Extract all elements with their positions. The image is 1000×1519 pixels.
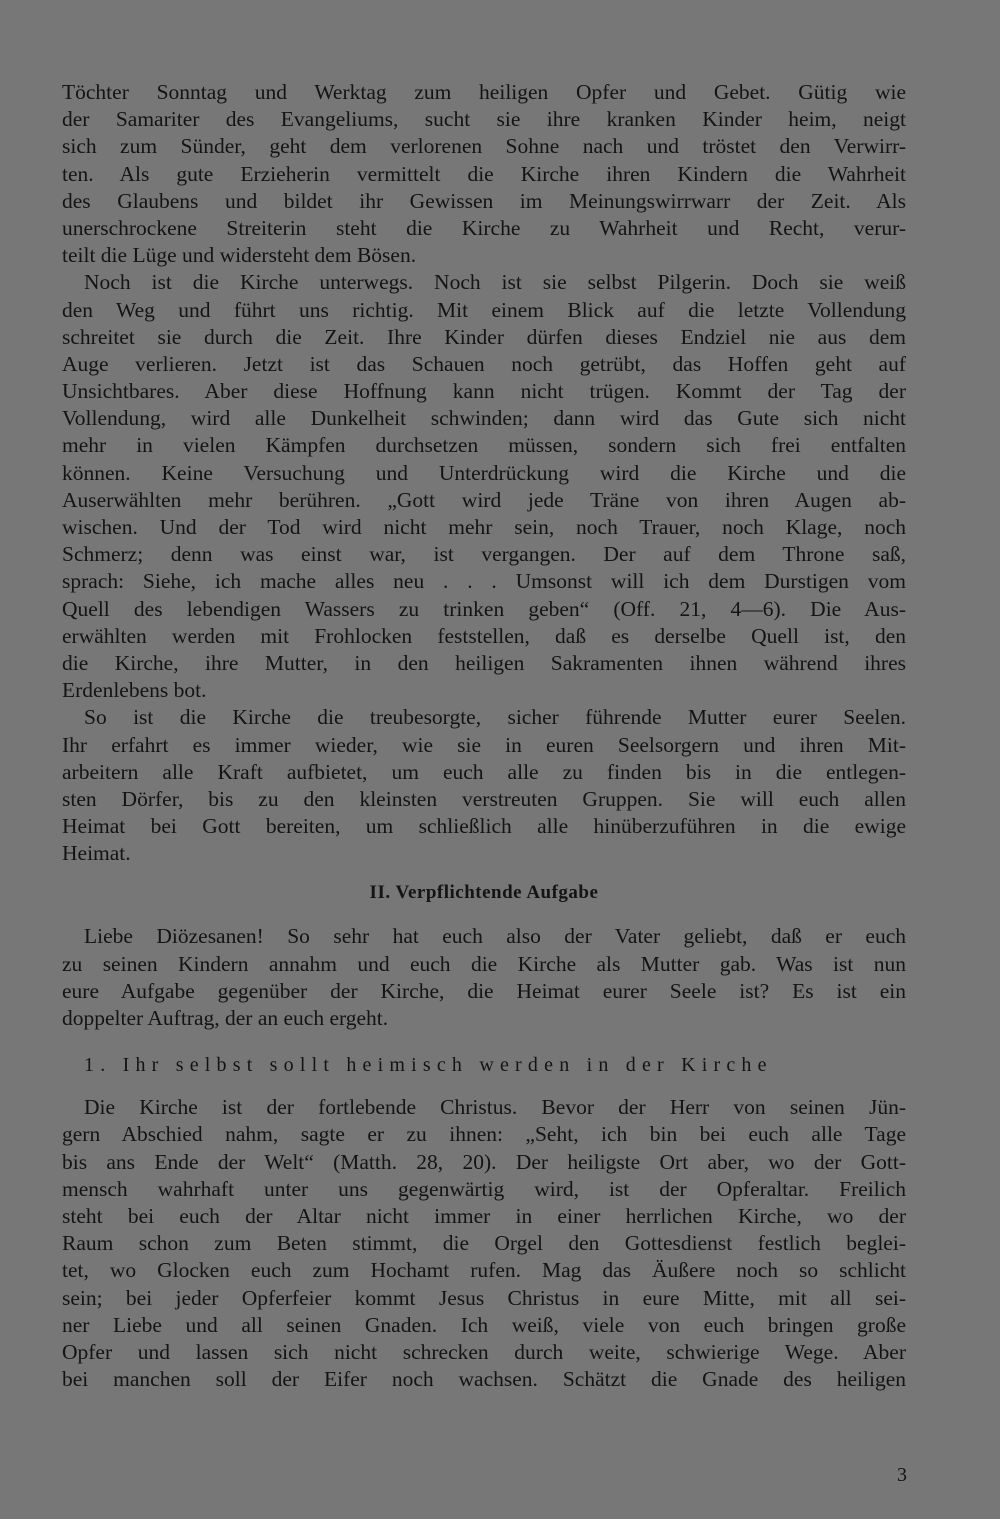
text-line: Ihr erfahrt es immer wieder, wie sie in euren Seelsorgern und ihren Mit- <box>62 732 906 757</box>
text-line: bis ans Ende der Welt“ (Matth. 28, 20). Der heiligste Ort aber, wo der Gott- <box>62 1149 906 1174</box>
text-line: arbeitern alle Kraft aufbietet, um euch alle zu finden bis in die entlegen- <box>62 759 906 784</box>
text-line: Erdenlebens bot. <box>62 678 207 703</box>
paragraph-5 <box>62 1094 906 1393</box>
text-line: Auge verlieren. Jetzt ist das Schauen noch getrübt, das Hoffen geht auf <box>62 351 906 376</box>
text-line: So ist die Kirche die treubesorgte, sicher führende Mutter eurer Seelen. <box>84 705 906 730</box>
text-line: des Glaubens und bildet ihr Gewissen im Meinungswirrwarr der Zeit. Als <box>62 188 906 213</box>
text-line: tet, wo Glocken euch zum Hochamt rufen. Mag das Äußere noch so schlicht <box>62 1258 906 1283</box>
text-line: Opfer und lassen sich nicht schrecken durch weite, schwierige Wege. Aber <box>62 1339 906 1364</box>
text-line: Liebe Diözesanen! So sehr hat euch also der Vater geliebt, daß er euch <box>84 924 906 949</box>
text-line: mehr in vielen Kämpfen durchsetzen müssen, sondern sich frei entfalten <box>62 433 906 458</box>
text-line: Noch ist die Kirche unterwegs. Noch ist sie selbst Pilgerin. Doch sie weiß <box>84 270 906 295</box>
text-line: Raum schon zum Beten stimmt, die Orgel den Gottesdienst festlich beglei- <box>62 1231 906 1256</box>
text-line: ner Liebe und all seinen Gnaden. Ich weiß, viele von euch bringen große <box>62 1312 906 1337</box>
body-text <box>62 79 906 1393</box>
text-line: Töchter Sonntag und Werktag zum heiligen Opfer und Gebet. Gütig wie <box>62 80 906 104</box>
text-line: sten Dörfer, bis zu den kleinsten verstreuten Gruppen. Sie will euch allen <box>62 786 906 811</box>
text-line: können. Keine Versuchung und Unterdrückung wird die Kirche und die <box>62 460 906 485</box>
text-line: den Weg und führt uns richtig. Mit einem Blick auf die letzte Vollendung <box>62 297 906 322</box>
text-line: unerschrockene Streiterin steht die Kirche zu Wahrheit und Recht, verur- <box>62 215 906 240</box>
text-line: wischen. Und der Tod wird nicht mehr sein, noch Trauer, noch Klage, noch <box>62 515 906 539</box>
section-heading: II. Verpflichtende Aufgabe <box>369 882 599 904</box>
text-line: Vollendung, wird alle Dunkelheit schwinden; dann wird das Gute sich nicht <box>62 406 906 431</box>
text-line: zu seinen Kindern annahm und euch die Kirche als Mutter gab. Was ist nun <box>62 951 906 976</box>
text-line: mensch wahrhaft unter uns gegenwärtig wird, ist der Opferaltar. Freilich <box>62 1176 906 1201</box>
text-line: sprach: Siehe, ich mache alles neu . . . Umsonst will ich dem Durstigen vom <box>62 569 906 594</box>
text-line: sein; bei jeder Opferfeier kommt Jesus Christus in eure Mitte, mit all sei- <box>62 1285 906 1310</box>
text-line: der Samariter des Evangeliums, sucht sie ihre kranken Kinder heim, neigt <box>62 107 906 132</box>
paragraph-1 <box>62 79 906 269</box>
text-line: sich zum Sünder, geht dem verlorenen Sohne nach und tröstet den Verwirr- <box>62 134 906 159</box>
text-line: Heimat. <box>62 841 131 866</box>
text-line: Die Kirche ist der fortlebende Christus. Bevor der Herr von seinen Jün- <box>84 1095 906 1120</box>
paragraph-2 <box>62 269 906 704</box>
text-line: erwählten werden mit Frohlocken feststellen, daß es derselbe Quell ist, den <box>62 623 906 648</box>
text-line: schreitet sie durch die Zeit. Ihre Kinder dürfen dieses Endziel nie aus dem <box>62 324 906 349</box>
text-line: Auserwählten mehr berühren. „Gott wird jede Träne von ihren Augen ab- <box>62 487 906 512</box>
page-number: 3 <box>897 1464 907 1486</box>
text-line: gern Abschied nahm, sagte er zu ihnen: „Seht, ich bin bei euch alle Tage <box>62 1122 906 1147</box>
text-line: bei manchen soll der Eifer noch wachsen. Schätzt die Gnade des heiligen <box>62 1367 906 1392</box>
paragraph-3 <box>62 704 906 867</box>
text-line: Quell des lebendigen Wassers zu trinken geben“ (Off. 21, 4—6). Die Aus- <box>62 596 906 621</box>
text-line: Heimat bei Gott bereiten, um schließlich alle hinüberzuführen in die ewige <box>62 814 906 839</box>
text-line: eure Aufgabe gegenüber der Kirche, die Heimat eurer Seele ist? Es ist ein <box>62 978 906 1003</box>
subsection-heading: 1. Ihr selbst sollt heimisch werden in der Kirche <box>84 1054 773 1077</box>
text-line: ten. Als gute Erzieherin vermittelt die Kirche ihren Kindern die Wahrheit <box>62 161 906 186</box>
text-line: die Kirche, ihre Mutter, in den heiligen Sakramenten ihnen während ihres <box>62 650 906 675</box>
text-line: Unsichtbares. Aber diese Hoffnung kann nicht trügen. Kommt der Tag der <box>62 379 906 404</box>
text-line: doppelter Auftrag, der an euch ergeht. <box>62 1006 389 1030</box>
text-line: teilt die Lüge und widersteht dem Bösen. <box>62 243 417 268</box>
text-line: Schmerz; denn was einst war, ist vergangen. Der auf dem Throne saß, <box>62 542 906 567</box>
paragraph-4 <box>62 923 906 1032</box>
text-line: steht bei euch der Altar nicht immer in einer herrlichen Kirche, wo der <box>62 1203 906 1228</box>
